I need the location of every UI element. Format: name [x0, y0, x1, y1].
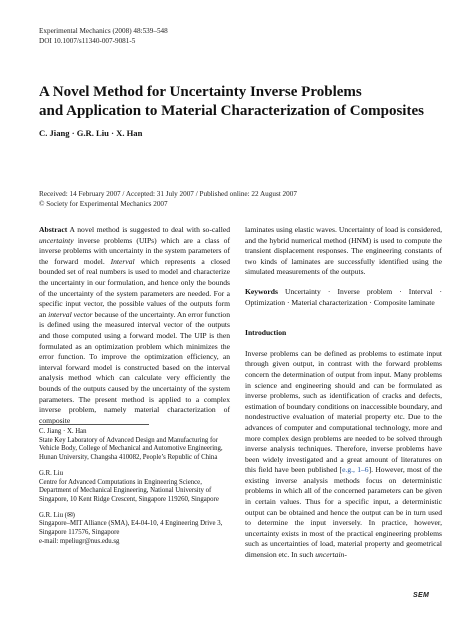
citation-link[interactable]: e.g., 1–6 — [342, 465, 369, 475]
abstract-text: which represents a closed bounded set of real numbers is used to model and characterize the uncertainty in our formulation, and hence only the bounds of the uncertainty of the system parameters are needed. For a specific input vector, the possible values of the outputs form an — [39, 256, 230, 319]
section-heading-introduction: Introduction — [245, 328, 287, 338]
paper-title — [39, 83, 459, 121]
affiliation-1 — [39, 428, 229, 463]
keywords-text: Uncertainty · Inverse problem · Interval · Optimization · Material characterization · Composite laminate — [245, 286, 442, 307]
doi: DOI 10.1007/s11340-007-9081-5 — [39, 37, 136, 45]
abstract-italic: Interval — [110, 256, 135, 266]
title-line-1: A Novel Method for Uncertainty Inverse Problems — [39, 84, 362, 100]
abstract-continued: laminates using elastic waves. Uncertainty of load is considered, and the hybrid numerical method (HNM) is used to compute the transient displacement responses. The engineering constants of two kinds of laminates are successfully identified using the simulated measurements of the outputs. — [245, 225, 442, 277]
abstract-text: inverse problems (UIPs) which are a class of inverse problems with uncertainty in the system parameters of the forward model. — [39, 235, 230, 266]
affiliation-address: State Key Laboratory of Advanced Design and Manufacturing for Vehicle Body, College of Mechanical and Automotive Engineering, Hunan University, Changsha 410082, People’s Republic of China — [39, 436, 223, 462]
dates-line: Received: 14 February 2007 / Accepted: 31 July 2007 / Published online: 22 August 2007 — [39, 190, 297, 198]
journal-header — [39, 26, 168, 46]
title-line-2: and Application to Material Characterization of Composites — [39, 103, 424, 119]
abstract-italic: uncertainty — [39, 235, 74, 245]
affiliation-3 — [39, 512, 229, 547]
abstract-text: because of the uncertainty. An error function is defined using the measured interval vector of the outputs and those computed using a forward model. The UIP is then formulated as an optimization problem which minimizes the error function. To improve the optimization efficiency, an interval forward model is constructed based on the interval analysis method which can calculate very efficiently the bounds of the outputs caused by the uncertainty of the system parameters. The present method is applied to a complex inverse problem, namely material characterization of composite — [39, 309, 230, 425]
affiliation-address: Singapore–MIT Alliance (SMA), E4-04-10, 4 Engineering Drive 3, Singapore 117576, Singapore — [39, 520, 223, 537]
abstract-label: Abstract — [39, 225, 68, 234]
intro-italic: uncertain- — [315, 550, 347, 560]
abstract-left-column — [39, 225, 230, 426]
affiliation-name: G.R. Liu (✉) — [39, 511, 75, 519]
affiliation-name: G.R. Liu — [39, 469, 63, 477]
affiliation-address: Centre for Advanced Computations in Engineering Science, Department of Mechanical Engineering, National University of Singapore, 10 Kent Ridge Crescent, Singapore 119260, Singapore — [39, 478, 219, 503]
affiliation-2 — [39, 470, 229, 505]
email-link[interactable]: e-mail: mpeliugr@nus.edu.sg — [39, 537, 120, 545]
copyright-line: © Society for Experimental Mechanics 2007 — [39, 199, 168, 208]
journal-citation: Experimental Mechanics (2008) 48:539–548 — [39, 27, 168, 35]
right-column — [245, 225, 442, 561]
introduction-text — [245, 349, 442, 561]
affiliations — [39, 428, 229, 553]
intro-text: Inverse problems can be defined as problems to estimate input through given output, in contrast with the forward problems concern the determination of output from input. Many problems in science and engineering should and can be formulated as inverse problems, such as identification of cracks and defects, estimation of boundary conditions on inaccessible boundary, and nondestructive evaluation of material property etc. Due to the advances of computer and computational technology, more and more complex design problems are needed to be solved through inverse analysis techniques. Therefore, inverse problems have been widely investigated and a great amount of literatures on this field have been published [ — [245, 348, 442, 475]
intro-text: ]. However, most of the existing inverse analysis methods focus on deterministic problems in which all of the concerned parameters can be given in certain values. Thus for a specific input, a deterministic output can be obtained and hence the output can be in turn used to determine the input inversely. In practice, however, uncertainty exists in most of the practical engineering problems such as uncertainties of load, material property and geometrical dimension etc. In such — [245, 465, 442, 560]
keywords-label: Keywords — [245, 286, 278, 296]
keywords — [245, 287, 442, 308]
footnote-rule — [39, 424, 149, 425]
authors: C. Jiang · G.R. Liu · X. Han — [39, 128, 143, 138]
publication-dates — [39, 190, 297, 209]
abstract-text: A novel method is suggested to deal with so-called — [69, 225, 230, 234]
sem-logo: SEM — [413, 592, 430, 599]
abstract-italic: interval vector — [48, 309, 93, 319]
affiliation-name: C. Jiang · X. Han — [39, 428, 87, 435]
